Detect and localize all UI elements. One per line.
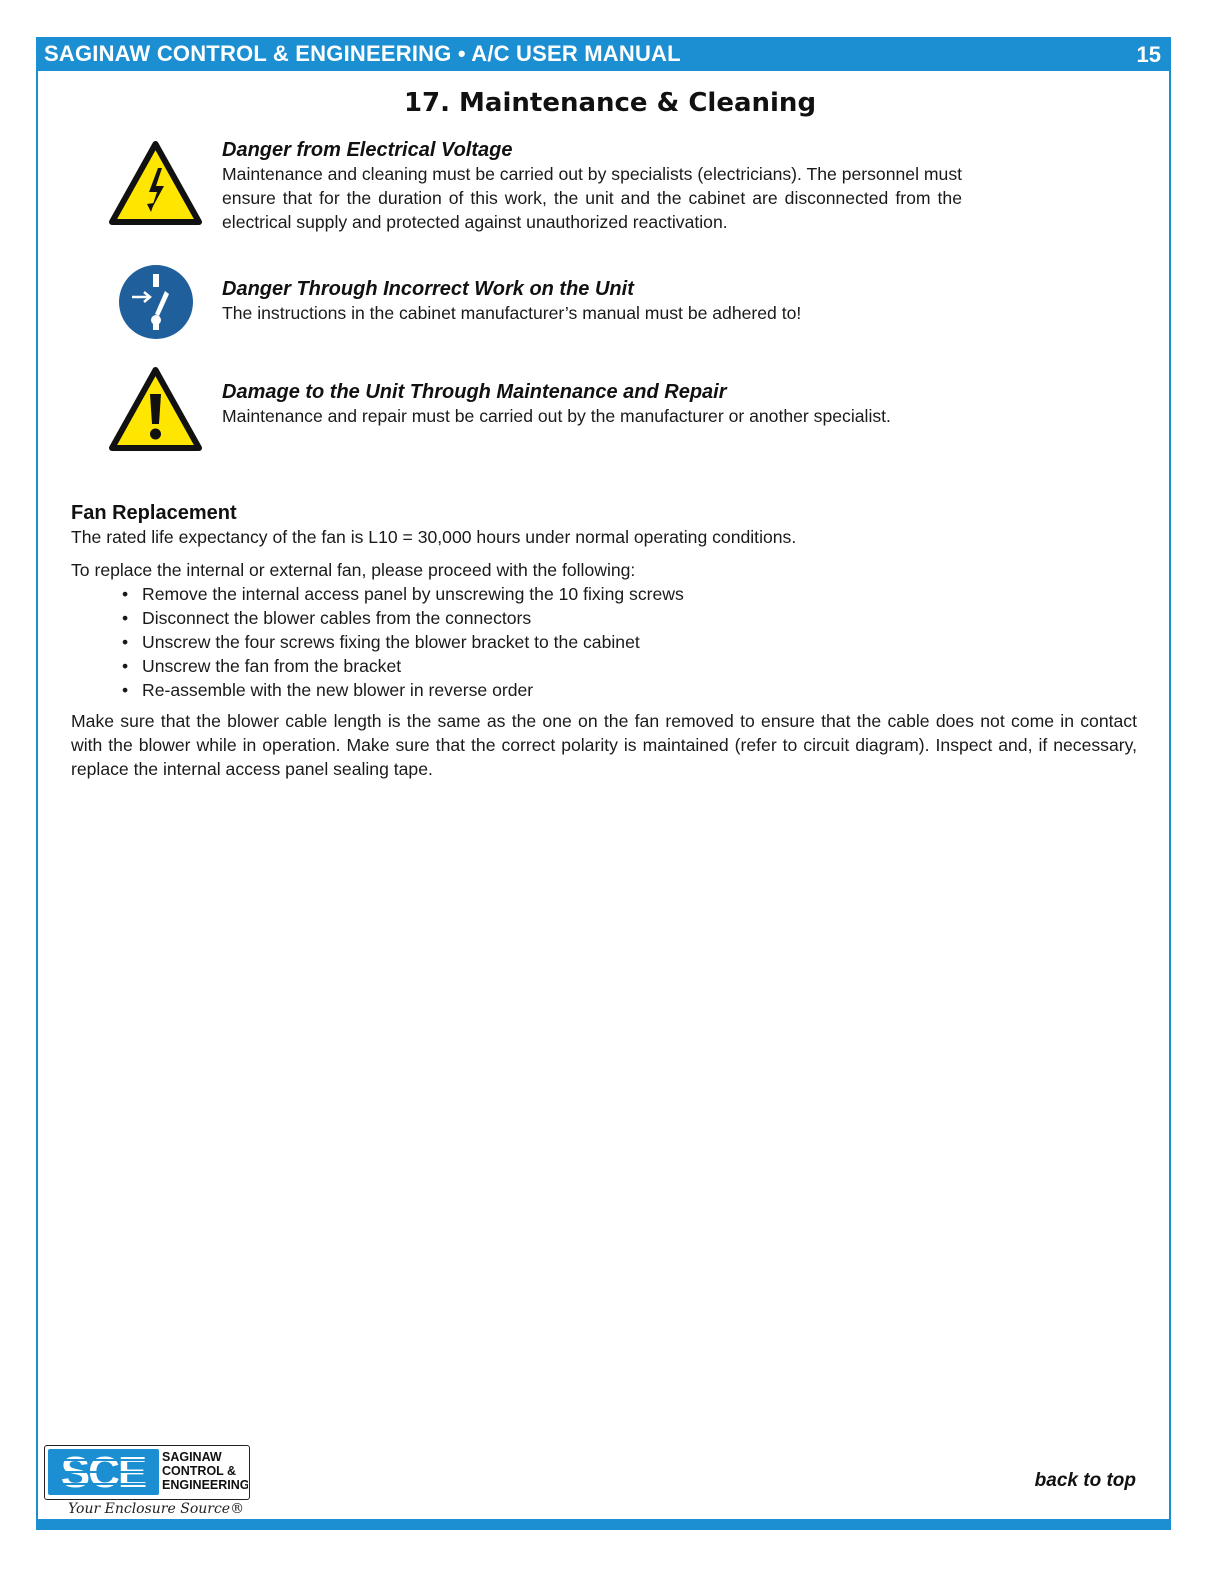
- list-item: • Remove the internal access panel by unscrewing the 10 fixing screws: [122, 582, 684, 606]
- warning-body: Maintenance and cleaning must be carried out by specialists (electricians). The personnel must ensure that for the duration of this work, the unit and the cabinet are disconnected from the electrical supply and protected against unauthorized reactivation.: [222, 164, 962, 232]
- page-frame: [36, 37, 1171, 1530]
- logo-line2: CONTROL &: [162, 1464, 237, 1478]
- list-item: • Unscrew the four screws fixing the blower bracket to the cabinet: [122, 630, 684, 654]
- list-item: • Re-assemble with the new blower in reverse order: [122, 678, 684, 702]
- warning-heading: Damage to the Unit Through Maintenance and Repair: [222, 381, 727, 403]
- list-item: • Disconnect the blower cables from the connectors: [122, 606, 684, 630]
- logo-line3: ENGINEERING: [162, 1478, 248, 1492]
- life-expectancy-text: The rated life expectancy of the fan is L10 = 30,000 hours under normal operating conditions.: [71, 527, 797, 547]
- warning-heading: Danger from Electrical Voltage: [222, 139, 513, 161]
- list-item: • Unscrew the fan from the bracket: [122, 654, 684, 678]
- page-number: 15: [1136, 42, 1161, 67]
- back-to-top-link[interactable]: back to top: [1034, 1470, 1136, 1491]
- footer-bar: [36, 1519, 1171, 1530]
- replacement-steps: [122, 582, 684, 702]
- fan-replacement-heading: Fan Replacement: [71, 502, 237, 524]
- general-warning-icon: [108, 366, 203, 458]
- section-title: 17. Maintenance & Cleaning: [403, 88, 817, 118]
- logo-letters: SCE: [60, 1448, 146, 1497]
- warning-incorrect-work: [222, 277, 962, 325]
- sce-logo: [44, 1445, 250, 1500]
- logo-tagline: Your Enclosure Source®: [68, 1501, 245, 1517]
- electrical-voltage-warning-icon: [108, 140, 203, 232]
- warning-maintenance-repair: [222, 380, 962, 428]
- cable-length-note: Make sure that the blower cable length is the same as the one on the fan removed to ensure that the cable does not come in contact with the blower while in operation. Make sure that the correct polarity is maintained (refer to circuit diagram). Inspect and, if necessary, replace the internal access panel sealing tape.: [71, 711, 1137, 779]
- warning-heading: Danger Through Incorrect Work on the Unit: [222, 278, 634, 300]
- page-header: [36, 37, 1171, 71]
- replacement-intro: To replace the internal or external fan, please proceed with the following:: [71, 560, 636, 580]
- disconnect-before-work-icon: [118, 264, 194, 345]
- warning-body: The instructions in the cabinet manufacturer’s manual must be adhered to!: [222, 303, 802, 323]
- warning-electrical-voltage: [222, 138, 962, 234]
- warning-body: Maintenance and repair must be carried out by the manufacturer or another specialist.: [222, 406, 891, 426]
- logo-line1: SAGINAW: [162, 1450, 222, 1464]
- header-title: SAGINAW CONTROL & ENGINEERING • A/C USER MANUAL: [44, 41, 681, 66]
